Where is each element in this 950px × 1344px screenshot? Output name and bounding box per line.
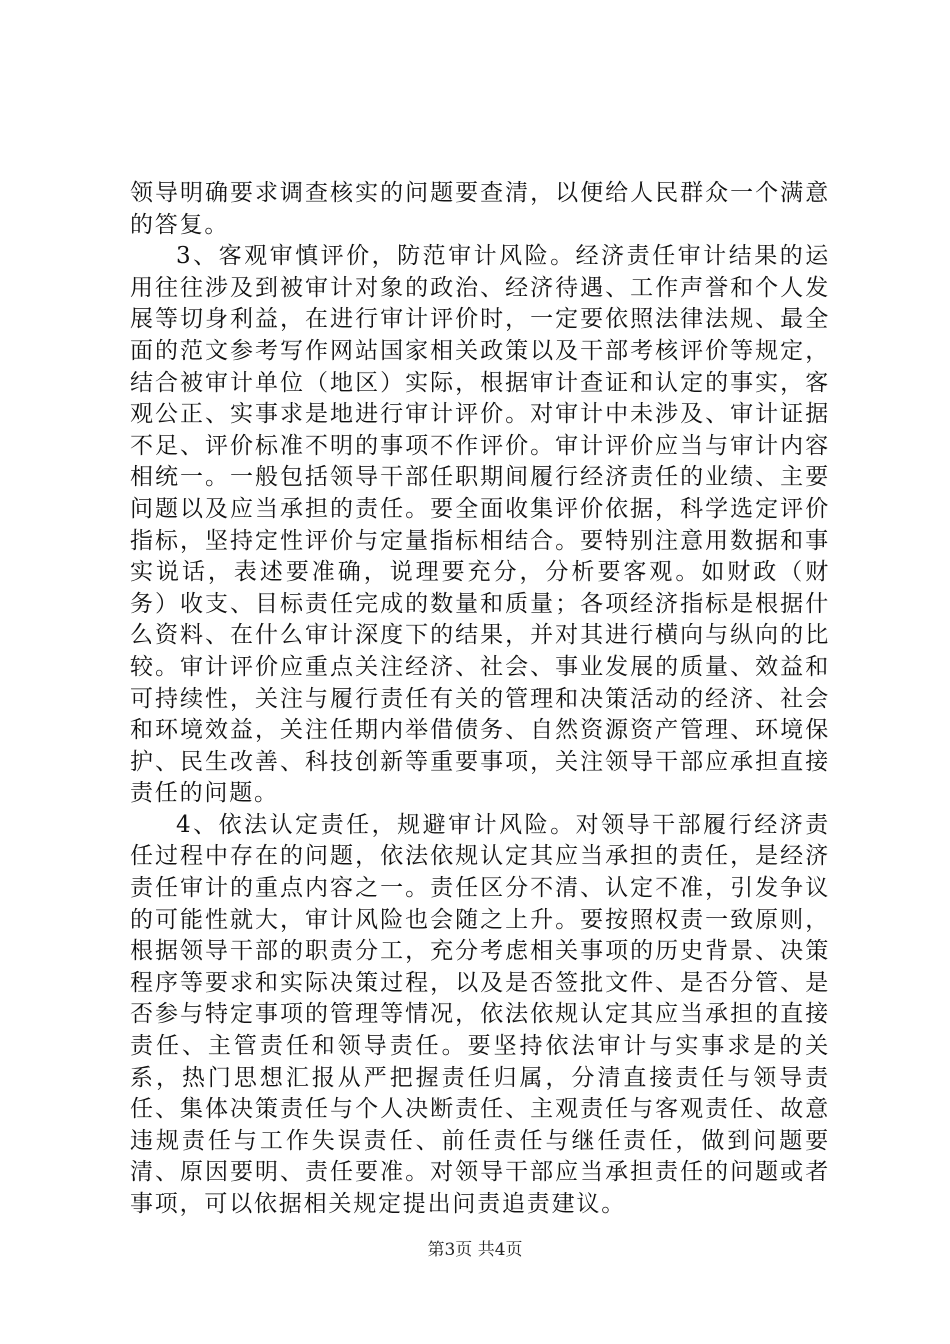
page-number-footer: 第3页 共4页 (427, 1240, 523, 1260)
paragraph-section-3: 3、客观审慎评价，防范审计风险。经济责任审计结果的运用往往涉及到被审计对象的政治、经济待遇、工作声誉和个人发展等切身利益，在进行审计评价时，一定要依照法律法规、最全面的范文参考写作网站国家相关政策以及干部考核评价等规定，结合被审计单位（地区）实际，根据审计查证和认定的事实，客观公正、实事求是地进行审计评价。对审计中未涉及、审计证据不足、评价标准不明的事项不作评价。审计评价应当与审计内容相统一。一般包括领导干部任职期间履行经济责任的业绩、主要问题以及应当承担的责任。要全面收集评价依据，科学选定评价指标，坚持定性评价与定量指标相结合。要特别注意用数据和事实说话，表述要准确，说理要充分，分析要客观。如财政（财务）收支、目标责任完成的数量和质量；各项经济指标是根据什么资料、在什么审计深度下的结果，并对其进行横向与纵向的比较。审计评价应重点关注经济、社会、事业发展的质量、效益和可持续性，关注与履行责任有关的管理和决策活动的经济、社会和环境效益，关注任期内举借债务、自然资源资产管理、环境保护、民生改善、科技创新等重要事项，关注领导干部应承担直接责任的问题。 (130, 243, 830, 807)
document-body (130, 178, 830, 1221)
paragraph-section-4: 4、依法认定责任，规避审计风险。对领导干部履行经济责任过程中存在的问题，依法依规认定其应当承担的责任，是经济责任审计的重点内容之一。责任区分不清、认定不准，引发争议的可能性就大，审计风险也会随之上升。要按照权责一致原则，根据领导干部的职责分工，充分考虑相关事项的历史背景、决策程序等要求和实际决策过程，以及是否签批文件、是否分管、是否参与特定事项的管理等情况，依法依规认定其应当承担的直接责任、主管责任和领导责任。要坚持依法审计与实事求是的关系，热门思想汇报从严把握责任归属，分清直接责任与领导责任、集体决策责任与个人决断责任、主观责任与客观责任、故意违规责任与工作失误责任、前任责任与继任责任，做到问题要清、原因要明、责任要准。对领导干部应当承担责任的问题或者事项，可以依据相关规定提出问责追责建议。 (130, 811, 830, 1217)
paragraph-continuation: 领导明确要求调查核实的问题要查清，以便给人民群众一个满意的答复。 (130, 180, 830, 238)
